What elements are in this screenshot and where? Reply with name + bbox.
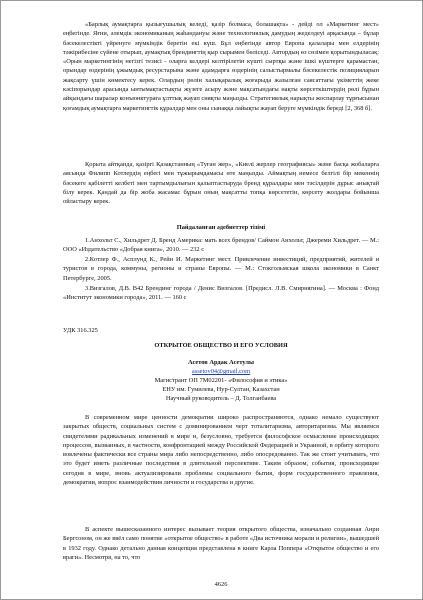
paragraph-conclusion: Қорыта айтқанда, қазіргі Қазақстанның «Туған жер», «Киелі жерлер географиясы» және басқа жобаларға аясында Филипп Котлердің еңбегі мен тұжырымдамасы өте маңызды. Аймақтың немесе белгілі бір мекеннің бәсекеге қабілетті келбеті мен тартымдылығын қалыптастыруда бренд құралдары мен тәсілдерін дұрыс анықтай білу керек. Қандай да бір жоба жасамас бұрын оның мақсатты топқа көрсететін, көрсету жолдары бойынша ойластыру керек. bbox=[63, 161, 379, 206]
author-program: Магистрант ОП 7М02201- «Философия и этика» bbox=[154, 377, 288, 384]
references-heading: Пайдаланған әдебиеттер тізімі bbox=[176, 224, 266, 231]
page-number: 4626 bbox=[214, 581, 228, 588]
author-email-link[interactable]: assetov04@gmail.com bbox=[191, 368, 251, 375]
author-supervisor: Научный руководитель – Д. Толганбаева bbox=[165, 395, 277, 402]
author-name: Асетов Ардак Асетулы bbox=[187, 359, 254, 366]
reference-item-2: 2.Котлер Ф., Асплунд К., Рейн И. Маркетинг мест. Привлечение инвестиций, предприятий, жителей и туристов в города, коммуны, регионы и страны Европы. — М.: Стокгольмская школа экономики в Санкт Петербурге, 2005. bbox=[63, 256, 379, 282]
reference-item-1: 1.Анхольт С., Хильдрет Д. Бренд Америка: мать всех брендов/ Саймон Анхольт, Джереми Хильдрет. — М.: ООО «Издательство «Добрая книга», 2010. — 232 с bbox=[63, 237, 379, 254]
reference-item-3: 3.Визгалов, Д.В. В42 Брендинг города / Денис Визгалов. [Предисл. Л.В. Смирнягина]. — Москва : Фонд «Институт экономики города», 2011. — 160 с bbox=[63, 285, 379, 302]
udk-code: УДК 316.325 bbox=[63, 327, 98, 334]
paragraph-intro: В современном мире ценности демократии широко распространяются, однако немало существуют закрытых обществ, социальных систем с доминированием черт тоталитаризма, авторитаризма. Мы являемся свидетелями радикальных изменений в мире и, безусловно, требуется философское осмысление происходящих процессов, вызванных, в частности, конфронтацией между Российской Федерацией и Украиной, в орбиту которого вовлечены фактически все страны мира либо непосредственно, либо опосредованно. Так же стоит учитывать, что это будет иметь различные последствия в длительной перспективе. Таким образом, события, происходящие сегодня в мире, вновь актуализировали проблемы социального бытия, форм государственного правления, демократии, вопрос взаимодействия личности и государства и другие. bbox=[63, 414, 379, 487]
article-title: ОТКРЫТОЕ ОБЩЕСТВО И ЕГО УСЛОВИЯ bbox=[154, 342, 288, 349]
author-email-row bbox=[63, 367, 379, 376]
author-university: ЕНУ им. Гумилева, Нур-Султан, Казахстан bbox=[162, 386, 280, 393]
paragraph-open-society: В аспекте вышесказанного интерес вызывает теория открытого общества, изначально созданная Анри Бергсоном, он же ввёл само понятие «открытое общество» в работе «Два источника морали и религии», вышедшей в 1932 году. Однако детально данная концепция представлена в книге Карла Поппера «Открытое общество и его враги». Несмотря, на то, что bbox=[63, 526, 379, 561]
paragraph-kotler-quote: «Барлық аумақтарға қызығушылық келеді, қазір болмаса, болашақта» - дейді ол «Маркетинг мест» еңбегінде. Яғни, әлемдік экономиканың жаһандануы және технологиялық дамудың жеделдеуі арқасында – бұлар бәсекелестікті үйренуге мүмкіндік беретін екі күш. Бұл еңбегінде автор Европа қалалары мен елдерінің тәжірибесіне сүйене отырып, аумақтық брендингтің қыр сырымен бөліседі. Автордың өз сөзімен қорытындыласақ: «Орын маркетингінің негізгі тезисі - оларға келдері келтірілетін күшті сыртқы және ішкі күштерге қарамастан, орындар өздерінің ұжымдық ресурстарына және адамдарға өздерінің салыстырмалы бәсекелестік позицияларын жақсарту үшін көмектесу керек. Олардың рөлін халықаралық жоғарыда жазылған саясаттағы үкіметтің жеке кәсіпорындар арасында ынтымақтастықты жүзеге асыру және мақсатындағы нақты көрсеткіштердің рөлі бұрын айқындағы шаралар конъюнктураға ұлттық жауап сияқты маңызды. Стратегиялық нарықты жоспарлау тұрғысынан қоғамдық аумақтарға маркетингтік құралдар мен оны сынаққа лайықты жауап беруге мүмкіндік береді [2, 368 б]. bbox=[63, 21, 379, 112]
